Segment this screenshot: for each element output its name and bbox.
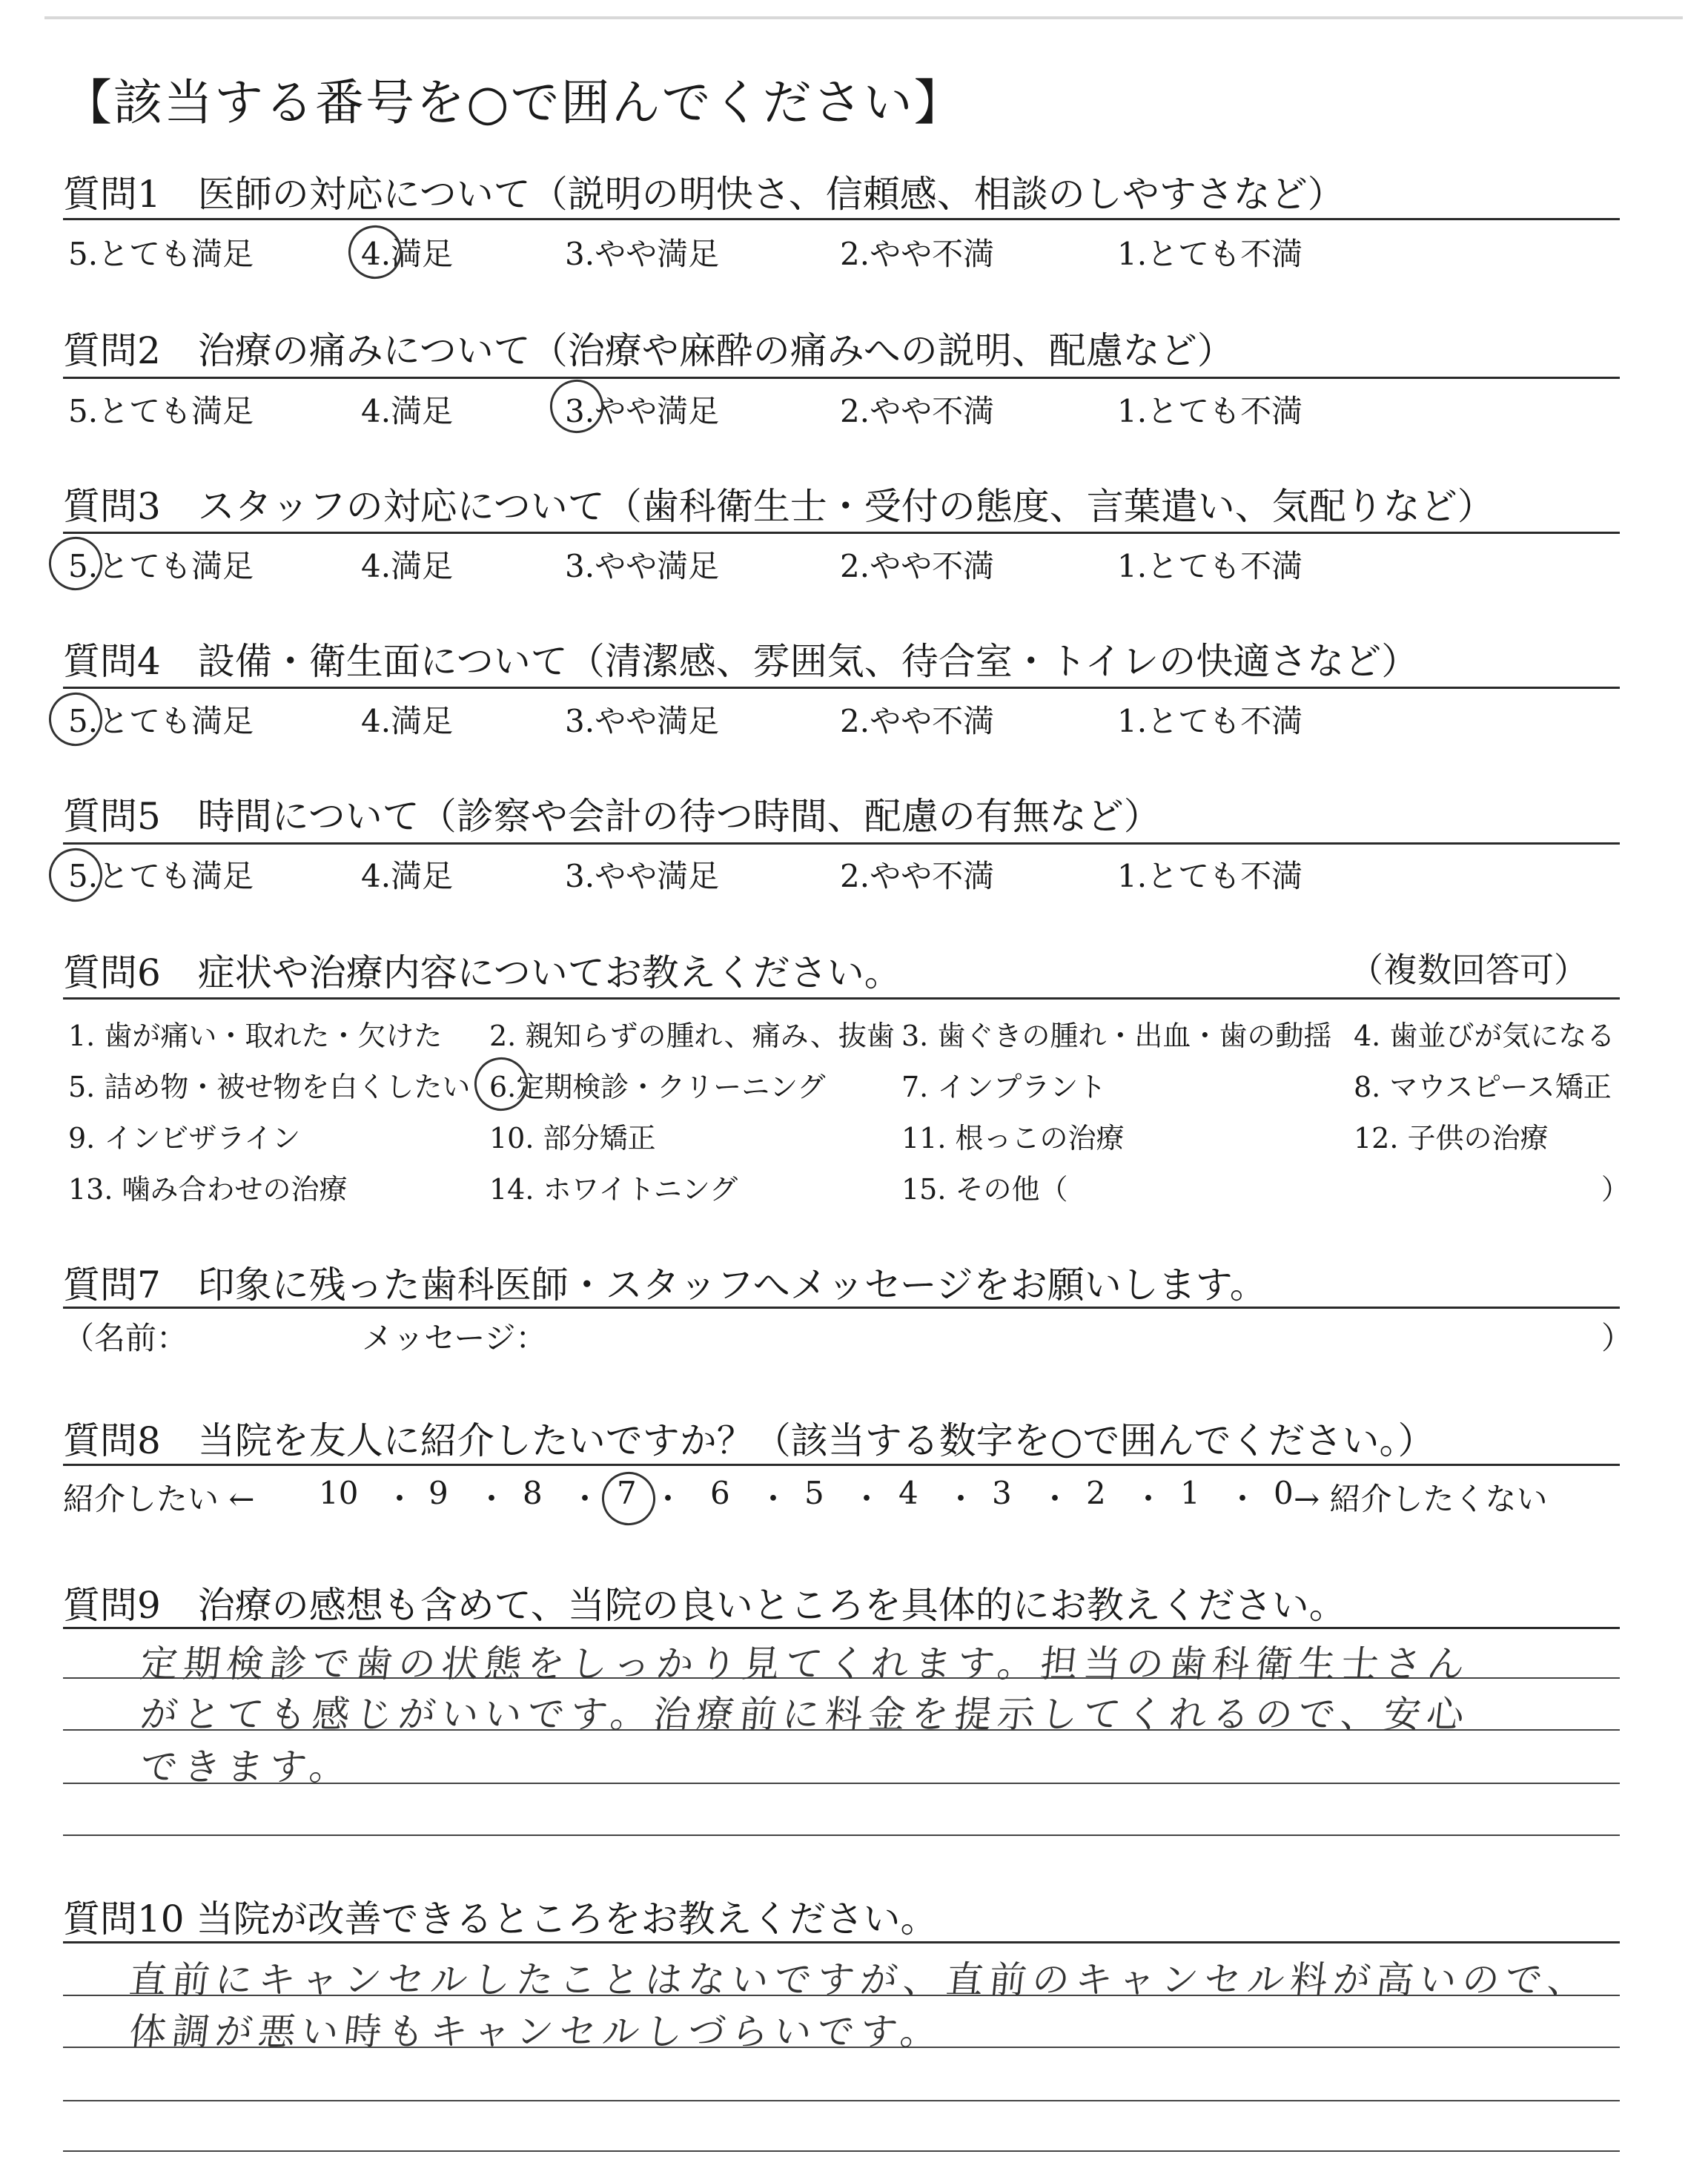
scan-edge <box>44 16 1683 19</box>
q3-option-1[interactable]: 1.とても不満 <box>1117 548 1303 584</box>
q6-option-15[interactable]: 15. その他（ <box>901 1173 1068 1206</box>
q10-answer-line <box>63 2150 1620 2152</box>
q2-option-1[interactable]: 1.とても不満 <box>1117 393 1303 429</box>
q6-option-11[interactable]: 11. 根っこの治療 <box>901 1122 1125 1155</box>
q6-option-9[interactable]: 9. インビザライン <box>68 1122 301 1155</box>
q8-dot: ・ <box>758 1481 790 1517</box>
q2-option-3[interactable]: 3.やや満足 <box>565 393 720 429</box>
q8-dot: ・ <box>945 1481 977 1517</box>
q5-option-3[interactable]: 3.やや満足 <box>565 858 720 894</box>
q10-rule <box>63 1941 1620 1943</box>
q5-option-4[interactable]: 4.満足 <box>361 858 454 894</box>
q8-number[interactable]: 2 <box>1086 1475 1106 1511</box>
q6-option-1[interactable]: 1. 歯が痛い・取れた・欠けた <box>68 1020 443 1052</box>
q8-selection-circle <box>597 1467 660 1530</box>
q8-number[interactable]: 1 <box>1180 1475 1200 1511</box>
q7-name-label: （名前： <box>63 1320 188 1356</box>
q9-rule <box>63 1627 1620 1629</box>
page-header: 【該当する番号を○で囲んでください】 <box>63 74 964 131</box>
q10-answer-line <box>63 2100 1620 2101</box>
q1-option-4[interactable]: 4.満足 <box>361 236 454 272</box>
q5-rule <box>63 842 1620 845</box>
q8-number[interactable]: 6 <box>710 1475 730 1511</box>
q8-number[interactable]: 9 <box>428 1475 448 1511</box>
q6-option-3[interactable]: 3. 歯ぐきの腫れ・出血・歯の動揺 <box>901 1020 1332 1052</box>
q7-close: ） <box>1601 1320 1633 1356</box>
q4-option-5[interactable]: 5.とても満足 <box>68 703 254 739</box>
q1-title: 質問1 医師の対応について（説明の明快さ、信頼感、相談のしやすさなど） <box>63 173 1345 216</box>
q2-title: 質問2 治療の痛みについて（治療や麻酔の痛みへの説明、配慮など） <box>63 329 1234 372</box>
q4-option-1[interactable]: 1.とても不満 <box>1117 703 1303 739</box>
q1-rule <box>63 218 1620 220</box>
q9-answer-line <box>63 1834 1620 1836</box>
q7-message-label: メッセージ： <box>362 1320 547 1356</box>
q6-multi-note: （複数回答可） <box>1349 950 1588 990</box>
q6-option-12[interactable]: 12. 子供の治療 <box>1354 1122 1549 1155</box>
q9-answer-line-2: がとても感じがいいです。治療前に料金を提示してくれるので、安心 <box>138 1693 1472 1736</box>
q6-option-5[interactable]: 5. 詰め物・被せ物を白くしたい <box>68 1071 471 1103</box>
q8-number[interactable]: 0 <box>1274 1475 1294 1511</box>
q4-title: 質問4 設備・衛生面について（清潔感、雰囲気、待合室・トイレの快適さなど） <box>63 640 1419 683</box>
q6-title: 質問6 症状や治療内容についてお教えください。 <box>63 951 901 994</box>
q5-option-5[interactable]: 5.とても満足 <box>68 858 254 894</box>
q8-dot: ・ <box>569 1481 601 1517</box>
q8-number[interactable]: 4 <box>898 1475 918 1511</box>
q6-option-2[interactable]: 2. 親知らずの腫れ、痛み、抜歯 <box>489 1020 895 1052</box>
q4-option-3[interactable]: 3.やや満足 <box>565 703 720 739</box>
q5-title: 質問5 時間について（診察や会計の待つ時間、配慮の有無など） <box>63 795 1161 838</box>
q6-option-8[interactable]: 8. マウスピース矯正 <box>1354 1071 1612 1103</box>
q9-title: 質問9 治療の感想も含めて、当院の良いところを具体的にお教えください。 <box>63 1584 1346 1627</box>
q7-title: 質問7 印象に残った歯科医師・スタッフへメッセージをお願いします。 <box>63 1264 1267 1307</box>
q8-number[interactable]: 5 <box>804 1475 824 1511</box>
q8-dot: ・ <box>1227 1481 1259 1517</box>
q3-option-4[interactable]: 4.満足 <box>361 548 454 584</box>
q6-option-6[interactable]: 6.定期検診・クリーニング <box>489 1071 826 1103</box>
q8-dot: ・ <box>476 1481 508 1517</box>
q2-option-2[interactable]: 2.やや不満 <box>840 393 995 429</box>
q8-number[interactable]: 7 <box>617 1475 637 1511</box>
q3-option-5[interactable]: 5.とても満足 <box>68 548 254 584</box>
q9-answer-line-1: 定期検診で歯の状態をしっかり見てくれます。担当の歯科衛生士さん <box>138 1642 1473 1685</box>
q6-other-close: ） <box>1601 1173 1630 1206</box>
q8-dot: ・ <box>851 1481 883 1517</box>
q2-option-4[interactable]: 4.満足 <box>361 393 454 429</box>
q8-dot: ・ <box>384 1481 416 1517</box>
q5-option-1[interactable]: 1.とても不満 <box>1117 858 1303 894</box>
q1-option-2[interactable]: 2.やや不満 <box>840 236 995 272</box>
q2-rule <box>63 377 1620 379</box>
q6-option-14[interactable]: 14. ホワイトニング <box>489 1173 738 1206</box>
q5-option-2[interactable]: 2.やや不満 <box>840 858 995 894</box>
q8-rule <box>63 1464 1620 1466</box>
q4-option-4[interactable]: 4.満足 <box>361 703 454 739</box>
q4-option-2[interactable]: 2.やや不満 <box>840 703 995 739</box>
q3-option-3[interactable]: 3.やや満足 <box>565 548 720 584</box>
q6-option-10[interactable]: 10. 部分矯正 <box>489 1122 656 1155</box>
q6-selection-circle <box>469 1052 532 1115</box>
q6-option-13[interactable]: 13. 噛み合わせの治療 <box>68 1173 348 1206</box>
q8-dot: ・ <box>1039 1481 1071 1517</box>
q8-number[interactable]: 8 <box>523 1475 543 1511</box>
q4-rule <box>63 687 1620 689</box>
q3-rule <box>63 532 1620 534</box>
q6-option-4[interactable]: 4. 歯並びが気になる <box>1354 1020 1615 1052</box>
q1-option-1[interactable]: 1.とても不満 <box>1117 236 1303 272</box>
q6-rule <box>63 997 1620 1000</box>
q8-left-label: 紹介したい ← <box>63 1481 255 1517</box>
q10-answer-line-1: 直前にキャンセルしたことはないですが、直前のキャンセル料が高いので、 <box>127 1958 1593 2001</box>
q1-option-3[interactable]: 3.やや満足 <box>565 236 720 272</box>
q6-option-7[interactable]: 7. インプラント <box>901 1071 1107 1103</box>
q2-option-5[interactable]: 5.とても満足 <box>68 393 254 429</box>
q10-title: 質問10 当院が改善できるところをお教えください。 <box>63 1898 938 1941</box>
q8-right-label: → 紹介したくない <box>1294 1481 1548 1517</box>
q8-number[interactable]: 10 <box>319 1475 359 1511</box>
q8-number[interactable]: 3 <box>992 1475 1012 1511</box>
q10-answer-line-2: 体調が悪い時もキャンセルしづらいです。 <box>127 2010 946 2053</box>
q8-title: 質問8 当院を友人に紹介したいですか？（該当する数字を○で囲んでください。） <box>63 1419 1435 1462</box>
q3-option-2[interactable]: 2.やや不満 <box>840 548 995 584</box>
q1-option-5[interactable]: 5.とても満足 <box>68 236 254 272</box>
q8-dot: ・ <box>1133 1481 1165 1517</box>
q9-answer-line-3: できます。 <box>138 1745 355 1789</box>
q7-rule <box>63 1307 1620 1309</box>
q3-title: 質問3 スタッフの対応について（歯科衛生士・受付の態度、言葉遣い、気配りなど） <box>63 485 1494 528</box>
q8-dot: ・ <box>652 1481 684 1517</box>
